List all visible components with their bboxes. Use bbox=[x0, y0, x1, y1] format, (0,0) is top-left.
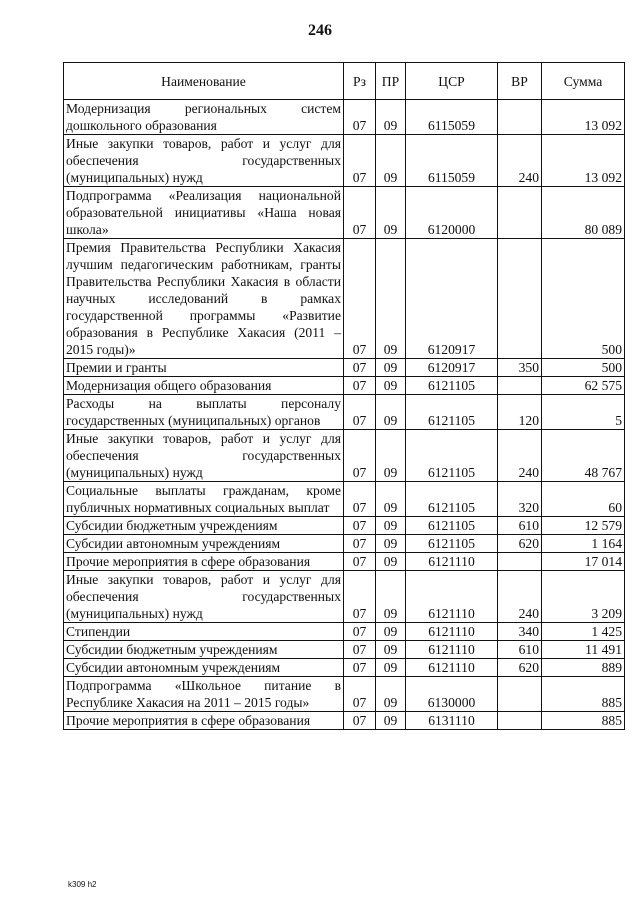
row-pr: 09 bbox=[376, 677, 406, 712]
row-pr: 09 bbox=[376, 395, 406, 430]
row-rz: 07 bbox=[344, 641, 376, 659]
row-vr bbox=[498, 712, 542, 730]
row-rz: 07 bbox=[344, 100, 376, 135]
row-rz: 07 bbox=[344, 712, 376, 730]
row-pr: 09 bbox=[376, 712, 406, 730]
row-vr: 350 bbox=[498, 359, 542, 377]
row-name: Иные закупки товаров, работ и услуг для обеспечения государственных (муниципальных) нужд bbox=[64, 430, 344, 482]
table-row bbox=[64, 517, 625, 535]
header-sum: Сумма bbox=[542, 63, 625, 100]
table-row bbox=[64, 571, 625, 623]
table-row bbox=[64, 712, 625, 730]
row-name: Модернизация общего образования bbox=[64, 377, 344, 395]
row-pr: 09 bbox=[376, 482, 406, 517]
row-pr: 09 bbox=[376, 659, 406, 677]
row-pr: 09 bbox=[376, 100, 406, 135]
row-name: Субсидии бюджетным учреждениям bbox=[64, 641, 344, 659]
header-csr: ЦСР bbox=[406, 63, 498, 100]
row-vr: 120 bbox=[498, 395, 542, 430]
row-sum: 13 092 bbox=[542, 100, 625, 135]
table-row bbox=[64, 430, 625, 482]
row-sum: 80 089 bbox=[542, 187, 625, 239]
table-row bbox=[64, 535, 625, 553]
row-pr: 09 bbox=[376, 517, 406, 535]
row-vr bbox=[498, 377, 542, 395]
table-row bbox=[64, 100, 625, 135]
row-pr: 09 bbox=[376, 535, 406, 553]
table-row bbox=[64, 135, 625, 187]
row-pr: 09 bbox=[376, 187, 406, 239]
table-row bbox=[64, 239, 625, 359]
table-row bbox=[64, 359, 625, 377]
header-name: Наименование bbox=[64, 63, 344, 100]
row-csr: 6120917 bbox=[406, 239, 498, 359]
header-rz: Рз bbox=[344, 63, 376, 100]
table-row bbox=[64, 677, 625, 712]
row-rz: 07 bbox=[344, 553, 376, 571]
row-rz: 07 bbox=[344, 571, 376, 623]
row-sum: 889 bbox=[542, 659, 625, 677]
row-sum: 17 014 bbox=[542, 553, 625, 571]
row-vr: 240 bbox=[498, 135, 542, 187]
row-vr: 610 bbox=[498, 641, 542, 659]
row-pr: 09 bbox=[376, 553, 406, 571]
header-pr: ПР bbox=[376, 63, 406, 100]
row-sum: 3 209 bbox=[542, 571, 625, 623]
row-pr: 09 bbox=[376, 571, 406, 623]
row-rz: 07 bbox=[344, 659, 376, 677]
row-csr: 6131110 bbox=[406, 712, 498, 730]
table-row bbox=[64, 377, 625, 395]
row-sum: 500 bbox=[542, 359, 625, 377]
row-rz: 07 bbox=[344, 359, 376, 377]
row-sum: 1 164 bbox=[542, 535, 625, 553]
row-vr: 240 bbox=[498, 430, 542, 482]
row-name: Прочие мероприятия в сфере образования bbox=[64, 712, 344, 730]
header-vr: ВР bbox=[498, 63, 542, 100]
row-rz: 07 bbox=[344, 482, 376, 517]
row-rz: 07 bbox=[344, 430, 376, 482]
row-csr: 6121110 bbox=[406, 659, 498, 677]
row-csr: 6121105 bbox=[406, 430, 498, 482]
row-csr: 6121110 bbox=[406, 553, 498, 571]
row-pr: 09 bbox=[376, 430, 406, 482]
row-sum: 1 425 bbox=[542, 623, 625, 641]
row-rz: 07 bbox=[344, 395, 376, 430]
row-sum: 12 579 bbox=[542, 517, 625, 535]
row-csr: 6121110 bbox=[406, 623, 498, 641]
row-vr: 320 bbox=[498, 482, 542, 517]
row-rz: 07 bbox=[344, 623, 376, 641]
table-row bbox=[64, 395, 625, 430]
row-csr: 6120000 bbox=[406, 187, 498, 239]
row-csr: 6121105 bbox=[406, 482, 498, 517]
budget-table bbox=[63, 62, 625, 730]
row-csr: 6121110 bbox=[406, 641, 498, 659]
row-name: Модернизация региональных систем дошкольного образования bbox=[64, 100, 344, 135]
row-name: Социальные выплаты гражданам, кроме публичных нормативных социальных выплат bbox=[64, 482, 344, 517]
row-rz: 07 bbox=[344, 187, 376, 239]
row-sum: 13 092 bbox=[542, 135, 625, 187]
row-pr: 09 bbox=[376, 623, 406, 641]
row-sum: 11 491 bbox=[542, 641, 625, 659]
row-vr: 240 bbox=[498, 571, 542, 623]
row-csr: 6121105 bbox=[406, 377, 498, 395]
row-name: Субсидии автономным учреждениям bbox=[64, 535, 344, 553]
row-name: Субсидии автономным учреждениям bbox=[64, 659, 344, 677]
row-name: Иные закупки товаров, работ и услуг для обеспечения государственных (муниципальных) нужд bbox=[64, 571, 344, 623]
row-name: Субсидии бюджетным учреждениям bbox=[64, 517, 344, 535]
row-pr: 09 bbox=[376, 359, 406, 377]
row-csr: 6115059 bbox=[406, 135, 498, 187]
row-csr: 6121110 bbox=[406, 571, 498, 623]
row-csr: 6130000 bbox=[406, 677, 498, 712]
row-pr: 09 bbox=[376, 377, 406, 395]
page-number: 246 bbox=[308, 22, 332, 39]
footer-code: k309 h2 bbox=[68, 880, 97, 889]
row-sum: 62 575 bbox=[542, 377, 625, 395]
table-row bbox=[64, 553, 625, 571]
row-pr: 09 bbox=[376, 641, 406, 659]
row-name: Прочие мероприятия в сфере образования bbox=[64, 553, 344, 571]
row-vr bbox=[498, 553, 542, 571]
row-rz: 07 bbox=[344, 677, 376, 712]
table-row bbox=[64, 187, 625, 239]
row-sum: 60 bbox=[542, 482, 625, 517]
row-csr: 6121105 bbox=[406, 517, 498, 535]
header-row bbox=[64, 63, 625, 100]
row-rz: 07 bbox=[344, 517, 376, 535]
row-csr: 6120917 bbox=[406, 359, 498, 377]
row-name: Премии и гранты bbox=[64, 359, 344, 377]
table-row bbox=[64, 659, 625, 677]
row-sum: 885 bbox=[542, 677, 625, 712]
row-name: Премия Правительства Республики Хакасия лучшим педагогическим работникам, гранты Правительства Республики Хакасия в области научных исследований в рамках государственной программы «Развитие образования в Республике Хакасия (2011 – 2015 годы)» bbox=[64, 239, 344, 359]
row-sum: 500 bbox=[542, 239, 625, 359]
row-name: Подпрограмма «Реализация национальной образовательной инициативы «Наша новая школа» bbox=[64, 187, 344, 239]
row-vr bbox=[498, 239, 542, 359]
row-name: Иные закупки товаров, работ и услуг для обеспечения государственных (муниципальных) нужд bbox=[64, 135, 344, 187]
row-rz: 07 bbox=[344, 239, 376, 359]
row-vr: 620 bbox=[498, 535, 542, 553]
row-sum: 5 bbox=[542, 395, 625, 430]
table-row bbox=[64, 482, 625, 517]
row-vr: 340 bbox=[498, 623, 542, 641]
row-sum: 48 767 bbox=[542, 430, 625, 482]
row-pr: 09 bbox=[376, 135, 406, 187]
row-vr: 610 bbox=[498, 517, 542, 535]
row-vr: 620 bbox=[498, 659, 542, 677]
row-csr: 6121105 bbox=[406, 535, 498, 553]
row-vr bbox=[498, 187, 542, 239]
row-pr: 09 bbox=[376, 239, 406, 359]
row-name: Расходы на выплаты персоналу государственных (муниципальных) органов bbox=[64, 395, 344, 430]
row-rz: 07 bbox=[344, 535, 376, 553]
row-rz: 07 bbox=[344, 377, 376, 395]
row-rz: 07 bbox=[344, 135, 376, 187]
row-name: Подпрограмма «Школьное питание в Республике Хакасия на 2011 – 2015 годы» bbox=[64, 677, 344, 712]
table-body bbox=[64, 100, 625, 730]
table-row bbox=[64, 623, 625, 641]
table-row bbox=[64, 641, 625, 659]
row-name: Стипендии bbox=[64, 623, 344, 641]
row-vr bbox=[498, 677, 542, 712]
row-csr: 6121105 bbox=[406, 395, 498, 430]
row-vr bbox=[498, 100, 542, 135]
row-csr: 6115059 bbox=[406, 100, 498, 135]
row-sum: 885 bbox=[542, 712, 625, 730]
